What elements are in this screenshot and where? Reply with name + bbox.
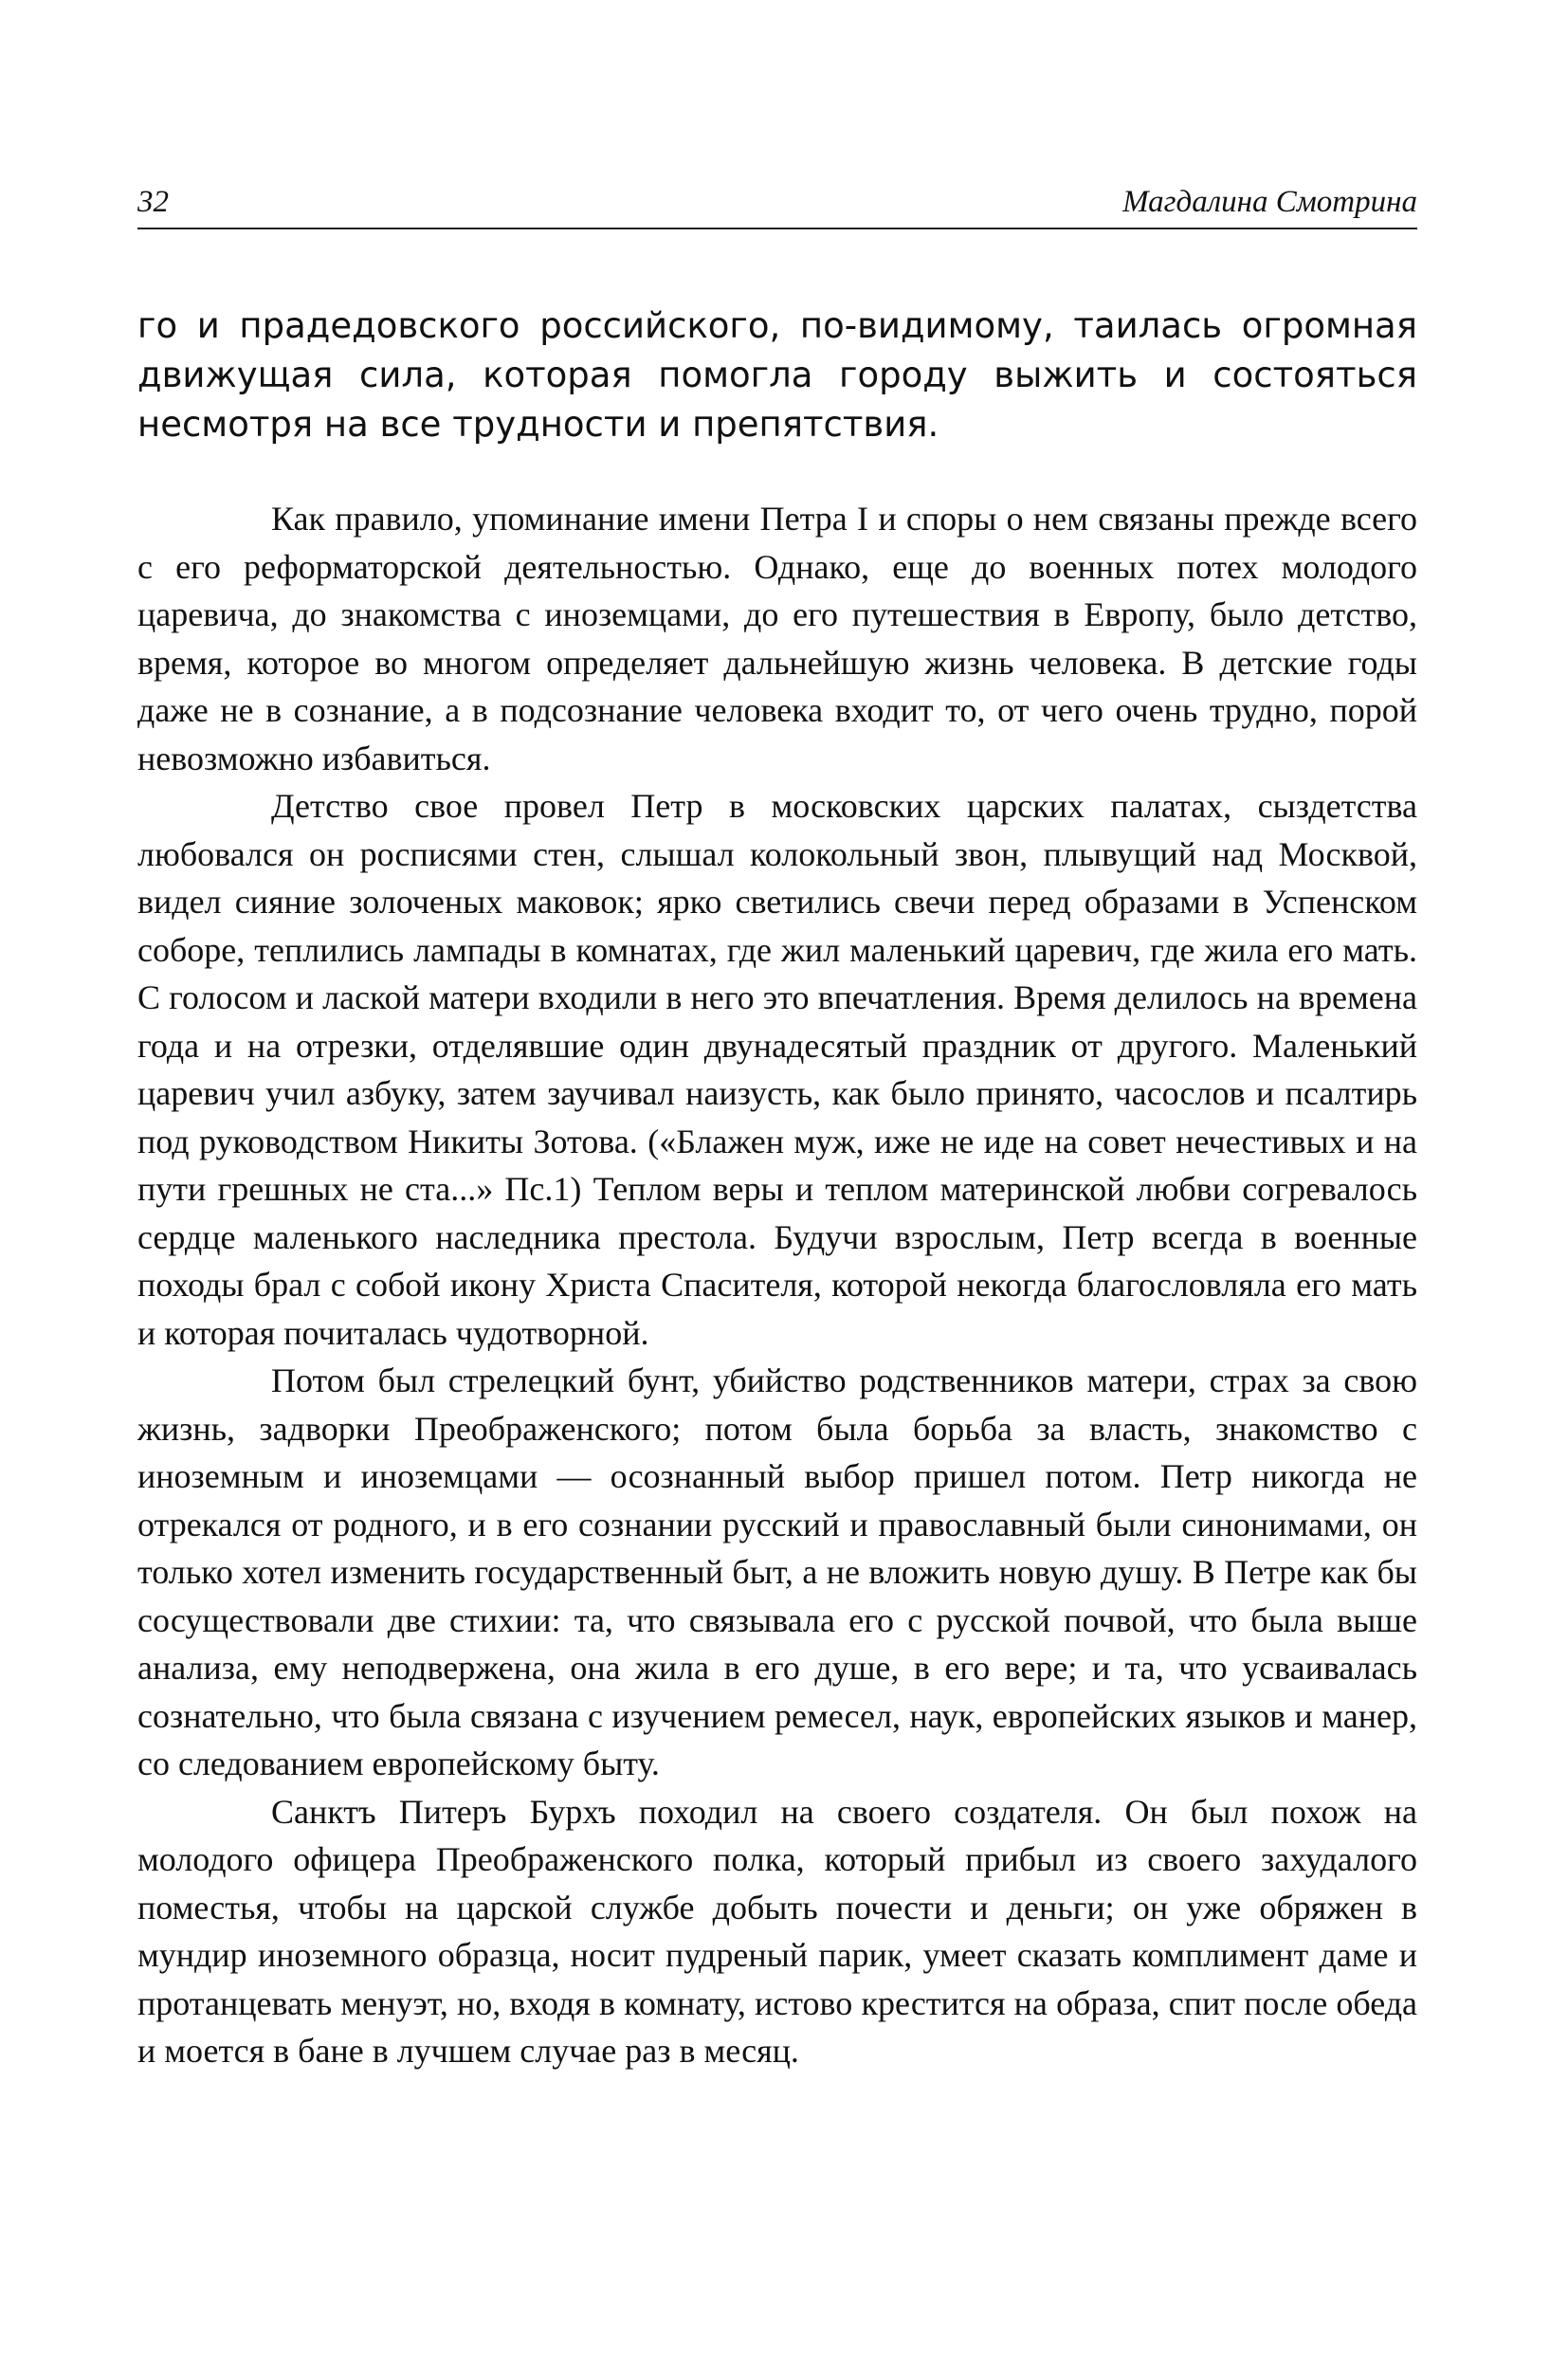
lead-paragraph: го и прадедовского российского, по-видимому, таилась огромная движущая сила, которая помогла городу выжить и состояться несмотря на все трудности и препятствия.: [137, 305, 1417, 445]
running-header: [137, 178, 1417, 229]
author-name: Магдалина Смотрина: [1122, 185, 1417, 219]
paragraph: Санктъ Питеръ Бурхъ походил на своего создателя. Он был похож на молодого офицера Преображенского полка, который прибыл из своего захудалого поместья, чтобы на царской службе добыть почести и деньги; он уже обряжен в мундир иноземного образца, носит пудреный парик, умеет сказать комплимент даме и протанцевать менуэт, но, входя в комнату, истово крестится на образа, спит после обеда и моется в бане в лучшем случае раз в месяц.: [137, 1792, 1417, 2070]
paragraph: Потом был стрелецкий бунт, убийство родственников матери, страх за свою жизнь, задворки Преображенского; потом была борьба за власть, знакомство с иноземным и иноземцами — осознанный выбор пришел потом. Петр никогда не отрекался от родного, и в его сознании русский и православный были синонимами, он только хотел изменить государственный быт, а не вложить новую душу. В Петре как бы сосуществовали две стихии: та, что связывала его с русской почвой, что была выше анализа, ему неподвержена, она жила в его душе, в его вере; и та, что усваивалась сознательно, что была связана с изучением ремесел, наук, европейских языков и манер, со следованием европейскому быту.: [137, 1361, 1417, 1782]
page-number: 32: [137, 185, 169, 219]
body-text: [137, 495, 1417, 2075]
paragraph: Как правило, упоминание имени Петра I и споры о нем связаны прежде всего с его реформаторской деятельностью. Однако, еще до военных потех молодого царевича, до знакомства с иноземцами, до его путешествия в Европу, было детство, время, которое во многом определяет дальнейшую жизнь человека. В детские годы даже не в сознание, а в подсознание человека входит то, от чего очень трудно, порой невозможно избавиться.: [137, 500, 1417, 777]
paragraph: Детство свое провел Петр в московских царских палатах, сыздетства любовался он росписями стен, слышал колокольный звон, плывущий над Москвой, видел сияние золоченых маковок; ярко светились свечи перед образами в Успенском соборе, теплились лампады в комнатах, где жил маленький царевич, где жила его мать. С голосом и лаской матери входили в него это впечатления. Время делилось на времена года и на отрезки, отделявшие один двунадесятый праздник от другого. Маленький царевич учил азбуку, затем заучивал наизусть, как было принято, часослов и псалтирь под руководством Никиты Зотова. («Блажен муж, иже не иде на совет нечестивых и на пути грешных не ста...» Пс.1) Теплом веры и теплом материнской любви согревалось сердце маленького наследника престола. Будучи взрослым, Петр всегда в военные походы брал с собой икону Христа Спасителя, которой некогда благословляла его мать и которая почиталась чудотворной.: [137, 787, 1417, 1352]
